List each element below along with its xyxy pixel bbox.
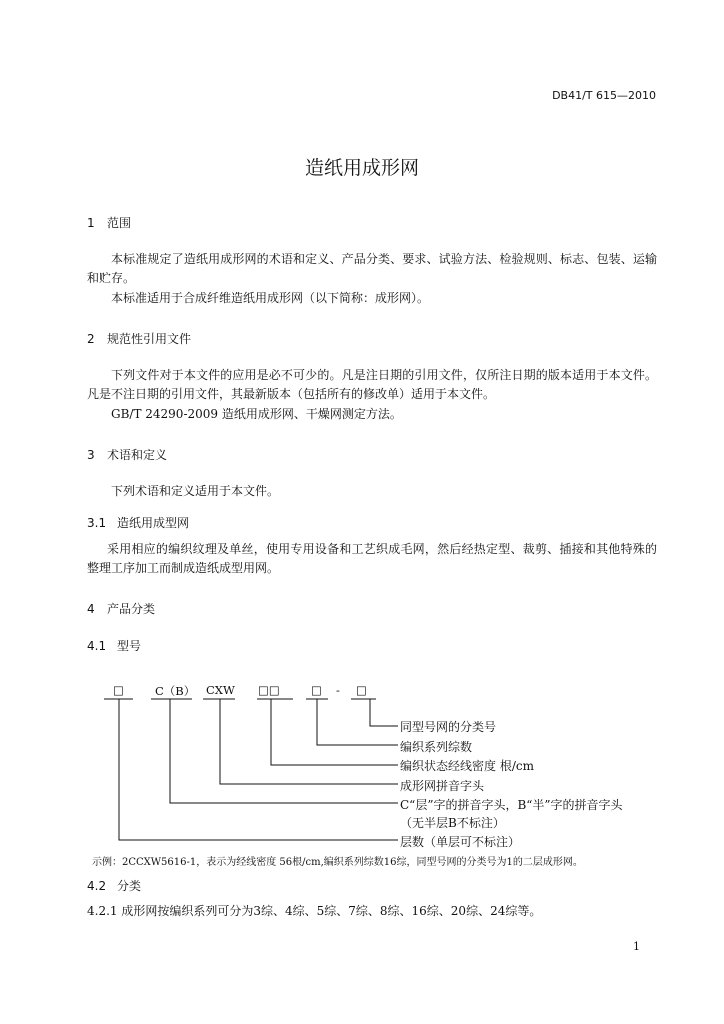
section-title: 产品分类 (107, 602, 156, 616)
code-part-cxw: CXW (206, 683, 235, 697)
section-1-paragraph-2: 本标准适用于合成纤维造纸用成形网（以下简称：成形网）。 (111, 291, 430, 305)
document-title: 造纸用成形网 (304, 157, 419, 179)
section-number: 2 (87, 332, 95, 346)
section-number: 4.2 (87, 879, 107, 893)
section-title: 型号 (117, 639, 142, 653)
label-layer-count: 层数（单层可不标注） (400, 835, 521, 849)
code-part-c-b: C（B） (155, 684, 196, 698)
section-title: 术语和定义 (107, 448, 168, 462)
label-half-layer-note: （无半层B不标注） (400, 816, 505, 830)
code-part-dash: - (336, 683, 340, 697)
code-part-class: □ (356, 683, 367, 697)
label-class-number: 同型号网的分类号 (400, 720, 497, 734)
section-4-2-heading (87, 877, 141, 894)
standard-number: DB41/T 615—2010 (552, 89, 656, 102)
code-part-layers: □ (113, 683, 124, 697)
label-pinyin-initial: 成形网拼音字头 (400, 779, 485, 793)
section-title: 规范性引用文件 (107, 332, 192, 346)
section-number: 3 (87, 448, 95, 462)
section-4-2-1-paragraph: 4.2.1 成形网按编织系列可分为3综、4综、5综、7综、8综、16综、20综、24综等。 (87, 904, 542, 918)
section-number: 1 (87, 216, 95, 230)
label-weave-series: 编织系列综数 (400, 740, 473, 754)
model-code-example: 示例：2CCXW5616-1，表示为经线密度 56根/cm,编织系列综数16综，同型号网的分类号为1的二层成形网。 (92, 857, 583, 868)
section-1-paragraph-1: 本标准规定了造纸用成形网的术语和定义、产品分类、要求、试验方法、检验规则、标志、包装、运输和贮存。 (87, 252, 657, 285)
section-number: 4.1 (87, 639, 107, 653)
section-2-paragraph-2: GB/T 24290-2009 造纸用成形网、干燥网测定方法。 (111, 407, 402, 421)
section-title: 分类 (117, 879, 142, 893)
section-title: 造纸用成型网 (117, 516, 190, 530)
section-title: 范围 (107, 216, 132, 230)
code-part-series: □ (311, 683, 322, 697)
section-number: 4 (87, 602, 95, 616)
section-3-1-paragraph: 采用相应的编织纹理及单丝，使用专用设备和工艺织成毛网，然后经热定型、裁剪、插接和其他特殊的整理工序加工而制成造纸成型用网。 (87, 542, 657, 575)
label-layer-initials: C“层”字的拼音字头，B“半”字的拼音字头 (400, 798, 623, 812)
section-number: 3.1 (87, 516, 107, 530)
label-warp-density: 编织状态经线密度 根/cm (400, 759, 534, 773)
page-number: 1 (633, 940, 640, 953)
section-3-paragraph-1: 下列术语和定义适用于本文件。 (111, 484, 280, 498)
section-2-paragraph-1: 下列文件对于本文件的应用是必不可少的。凡是注日期的引用文件，仅所注日期的版本适用于本文件。凡是不注日期的引用文件，其最新版本（包括所有的修改单）适用于本文件。 (87, 368, 657, 401)
code-part-density: □□ (258, 683, 280, 697)
